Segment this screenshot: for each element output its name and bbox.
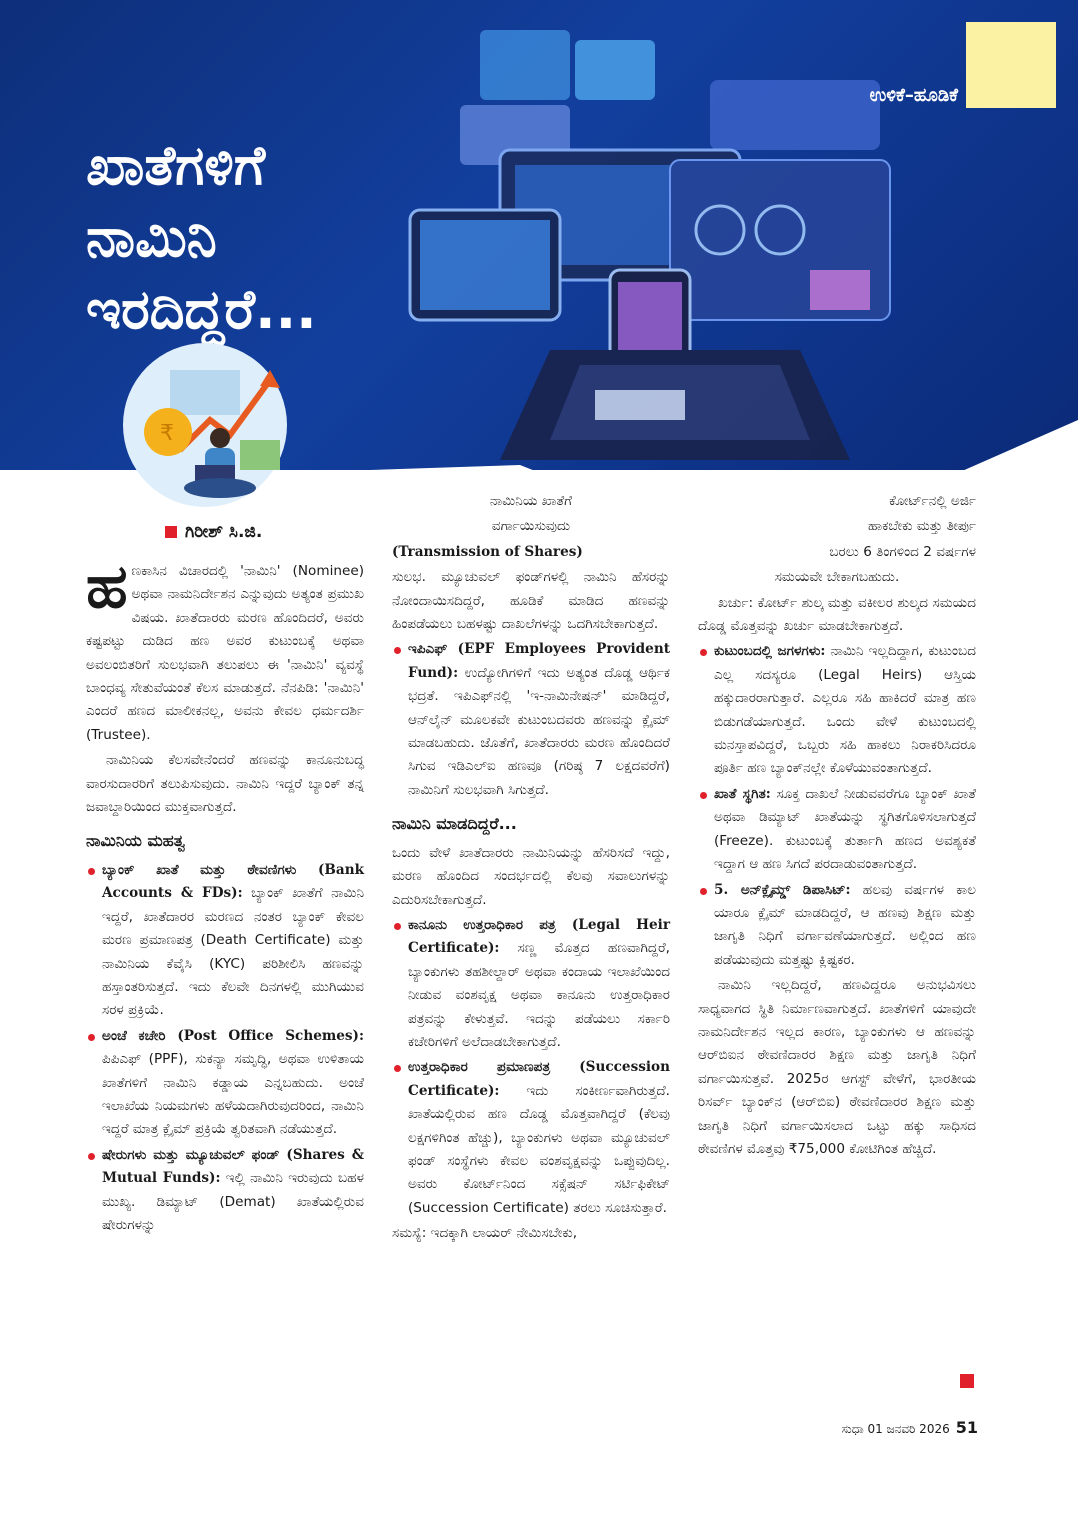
paragraph: ಸಮಸ್ಯೆ: ಇದಕ್ಕಾಗಿ ಲಾಯರ್ ನೇಮಿಸಬೇಕು, [392, 1225, 578, 1242]
bullet-text: ಸಣ್ಣ ಮೊತ್ತದ ಹಣವಾಗಿದ್ದರೆ, ಬ್ಯಾಂಕುಗಳು ತಹಶೀಲ್ದಾರ್ ಅಥವಾ ಕಂದಾಯ ಇಲಾಖೆಯಿಂದ ನೀಡುವ ವಂಶವೃಕ್ಷ ಅಥವಾ ಕಾನೂನು ಉತ್ತರಾಧಿಕಾರ ಪತ್ರವನ್ನು ಕೇಳುತ್ತವೆ. ಇದನ್ನು ಪಡೆಯಲು ಸರ್ಕಾರಿ ಕಚೇರಿಗಳಿಗೆ ಅಲೆದಾಡಬೇಕಾಗುತ್ತದೆ. [408, 940, 670, 1050]
title-line-2: ನಾಮಿನಿ [86, 206, 217, 269]
author-name: ಗಿರೀಶ್ ಸಿ.ಜಿ. [185, 522, 263, 542]
bullet-unclaimed [698, 879, 976, 973]
bullet-title: ಕಾನೂನು ಉತ್ತರಾಧಿಕಾರ ಪತ್ರ (Legal Heir Certificate): [408, 916, 670, 957]
bullet-shares [86, 1144, 364, 1238]
paragraph: ನಾಮಿನಿ ಇಲ್ಲದಿದ್ದರೆ, ಹಣವಿದ್ದರೂ ಅನುಭವಿಸಲು ಸಾಧ್ಯವಾಗದ ಸ್ಥಿತಿ ನಿರ್ಮಾಣವಾಗುತ್ತದೆ. ಖಾತೆಗಳಿಗೆ ಯಾವುದೇ ನಾಮನಿರ್ದೇಶನ ಇಲ್ಲದ ಕಾರಣ, ಬ್ಯಾಂಕುಗಳು ಆ ಹಣವನ್ನು ಆರ್‌ಬಿಐನ ಠೇವಣಿದಾರರ ಶಿಕ್ಷಣ ಮತ್ತು ಜಾಗೃತಿ ನಿಧಿಗೆ ವರ್ಗಾಯಿಸುತ್ತವೆ. 2025ರ ಆಗಸ್ಟ್ ವೇಳೆಗೆ, ಭಾರತೀಯ ರಿಸರ್ವ್ ಬ್ಯಾಂಕ್‌ನ (ಆರ್‌ಬಿಐ) ಠೇವಣಿದಾರರ ಶಿಕ್ಷಣ ಮತ್ತು ಜಾಗೃತಿ ನಿಧಿಗೆ ವರ್ಗಾಯಿಸಲಾದ ಒಟ್ಟು ಹಕ್ಕು ಸಾಧಿಸದ ಠೇವಣಿಗಳ ಮೊತ್ತವು ₹75,000 ಕೋಟಿಗಿಂತ ಹೆಚ್ಚಿದೆ. [698, 977, 976, 1157]
section-tag: ಉಳಿಕೆ–ಹೂಡಿಕೆ [869, 85, 958, 106]
bullet-text: ಪಿಪಿಎಫ್ (PPF), ಸುಕನ್ಯಾ ಸಮೃದ್ಧಿ, ಅಥವಾ ಉಳಿತಾಯ ಖಾತೆಗಳಿಗೆ ನಾಮಿನಿ ಕಡ್ಡಾಯ ಎನ್ನಬಹುದು. ಅಂಚೆ ಇಲಾಖೆಯ ನಿಯಮಗಳು ಹಳೆಯದಾಗಿರುವುದರಿಂದ, ನಾಮಿನಿ ಇದ್ದರೆ ಮಾತ್ರ ಕ್ಲೈಮ್ ಪ್ರಕ್ರಿಯೆ ತ್ವರಿತವಾಗಿ ನಡೆಯುತ್ತದೆ. [102, 1051, 364, 1138]
cont-line: ವರ್ಗಾಯಿಸುವುದು [491, 518, 571, 535]
end-marker [960, 1374, 974, 1388]
bullet-legal-heir [392, 914, 670, 1054]
magazine-issue: ಸುಧಾ 01 ಜನವರಿ 2026 [841, 1422, 950, 1436]
intro-paragraph [86, 552, 364, 747]
cont-line: ಹಾಕಬೇಕು ಮತ್ತು ತೀರ್ಪು [868, 518, 976, 535]
bullet-text: ಬ್ಯಾಂಕ್ ಖಾತೆಗೆ ನಾಮಿನಿ ಇದ್ದರೆ, ಖಾತೆದಾರರ ಮರಣದ ನಂತರ ಬ್ಯಾಂಕ್ ಕೇವಲ ಮರಣ ಪ್ರಮಾಣಪತ್ರ (Death Certificate) ಮತ್ತು ನಾಮಿನಿಯ ಕೆವೈಸಿ (KYC) ಪರಿಶೀಲಿಸಿ ಹಣವನ್ನು ಹಸ್ತಾಂತರಿಸುತ್ತದೆ. ಇದು ಕೆಲವೇ ದಿನಗಳಲ್ಲಿ ಮುಗಿಯುವ ಸರಳ ಪ್ರಕ್ರಿಯೆ. [102, 885, 365, 1019]
title-line-1: ಖಾತೆಗಳಿಗೆ [86, 134, 266, 197]
bullet-epf [392, 638, 670, 802]
byline-marker [165, 526, 177, 538]
column-3 [698, 490, 976, 1163]
byline [165, 522, 262, 542]
column-2 [392, 490, 670, 1248]
bullet-text: ಸೂಕ್ತ ದಾಖಲೆ ನೀಡುವವರೆಗೂ ಬ್ಯಾಂಕ್ ಖಾತೆ ಅಥವಾ ಡಿಮ್ಯಾಟ್ ಖಾತೆಯನ್ನು ಸ್ಥಗಿತಗೊಳಿಸಲಾಗುತ್ತದೆ (Freeze). ಕುಟುಂಬಕ್ಕೆ ತುರ್ತಾಗಿ ಹಣದ ಅವಶ್ಯಕತೆ ಇದ್ದಾಗ ಆ ಹಣ ಸಿಗದೆ ಪರದಾಡುವಂತಾಗುತ್ತದೆ. [714, 785, 976, 873]
bullet-post-office [86, 1025, 364, 1142]
paragraph: ಖರ್ಚು: ಕೋರ್ಟ್ ಶುಲ್ಕ ಮತ್ತು ವಕೀಲರ ಶುಲ್ಕದ ಸಮಯದ ದೊಡ್ಡ ಮೊತ್ತವನ್ನು ಖರ್ಚು ಮಾಡಬೇಕಾಗುತ್ತದೆ. [698, 594, 976, 635]
cont-line: ಸಮಯವೇ ಬೇಕಾಗಬಹುದು. [774, 569, 900, 586]
cont-line: ನಾಮಿನಿಯ ಖಾತೆಗೆ [489, 493, 573, 509]
paragraph: ನಾಮಿನಿಯ ಕೆಲಸವೇನೆಂದರೆ ಹಣವನ್ನು ಕಾನೂನುಬದ್ಧ ವಾರಸುದಾರರಿಗೆ ತಲುಪಿಸುವುದು. ನಾಮಿನಿ ಇದ್ದರೆ ಬ್ಯಾಂಕ್ ತನ್ನ ಜವಾಬ್ದಾರಿಯಿಂದ ಮುಕ್ತವಾಗುತ್ತದೆ. [86, 752, 364, 816]
bullet-text: ಇಲ್ಲಿ ನಾಮಿನಿ ಇರುವುದು ಬಹಳ ಮುಖ್ಯ. ಡಿಮ್ಯಾಟ್ (Demat) ಖಾತೆಯಲ್ಲಿರುವ ಷೇರುಗಳನ್ನು [102, 1170, 364, 1233]
bullet-text: ಇದು ಸಂಕೀರ್ಣವಾಗಿರುತ್ತದೆ. ಖಾತೆಯಲ್ಲಿರುವ ಹಣ ದೊಡ್ಡ ಮೊತ್ತವಾಗಿದ್ದರೆ (ಕೆಲವು ಲಕ್ಷಗಳಿಗಿಂತ ಹೆಚ್ಚು), ಬ್ಯಾಂಕುಗಳು ಅಥವಾ ಮ್ಯೂಚುವಲ್ ಫಂಡ್ ಸಂಸ್ಥೆಗಳು ಕೇವಲ ವಂಶವೃಕ್ಷವನ್ನು ಒಪ್ಪುವುದಿಲ್ಲ. ಅವರು ಕೋರ್ಟ್‌ನಿಂದ ಸಕ್ಸೆಷನ್ ಸರ್ಟಿಫಿಕೇಟ್ (Succession Certificate) ತರಲು ಸೂಚಿಸುತ್ತಾರೆ. [408, 1082, 670, 1216]
page-number: 51 [955, 1418, 978, 1437]
bullet-title: ಬ್ಯಾಂಕ್ ಖಾತೆ ಮತ್ತು ಠೇವಣಿಗಳು (Bank Accounts & FDs): [102, 861, 364, 902]
bullet-title: ಷೇರುಗಳು ಮತ್ತು ಮ್ಯೂಚುವಲ್ ಫಂಡ್ (Shares & Mutual Funds): [102, 1146, 364, 1187]
bullet-text: ನಾಮಿನಿ ಇಲ್ಲದಿದ್ದಾಗ, ಕುಟುಂಬದ ಎಲ್ಲ ಸದಸ್ಯರೂ (Legal Heirs) ಆಸ್ತಿಯ ಹಕ್ಕುದಾರರಾಗುತ್ತಾರೆ. ಎಲ್ಲರೂ ಸಹಿ ಹಾಕಿದರೆ ಮಾತ್ರ ಹಣ ಬಿಡುಗಡೆಯಾಗುತ್ತದೆ. ಒಂದು ವೇಳೆ ಕುಟುಂಬದಲ್ಲಿ ಮನಸ್ತಾಪವಿದ್ದರೆ, ಒಬ್ಬರು ಸಹಿ ಹಾಕಲು ನಿರಾಕರಿಸಿದರೂ ಪೂರ್ತಿ ಹಣ ಬ್ಯಾಂಕ್‌ನಲ್ಲೇ ಕೊಳೆಯುವಂತಾಗುತ್ತದೆ. [714, 643, 976, 777]
section-color-tab [966, 22, 1056, 108]
bullet-succession [392, 1056, 670, 1220]
bullet-family-disputes [698, 640, 976, 780]
bullet-title: ಇಪಿಎಫ್ (EPF Employees Provident Fund): [408, 641, 670, 681]
column-1 [86, 552, 365, 1239]
bullet-text: ಉದ್ಯೋಗಿಗಳಿಗೆ ಇದು ಅತ್ಯಂತ ದೊಡ್ಡ ಆರ್ಥಿಕ ಭದ್ರತೆ. ಇಪಿಎಫ್‌ನಲ್ಲಿ 'ಇ-ನಾಮಿನೇಷನ್' ಮಾಡಿದ್ದರೆ, ಆನ್‌ಲೈನ್ ಮೂಲಕವೇ ಕುಟುಂಬದವರು ಹಣವನ್ನು ಕ್ಲೈಮ್ ಮಾಡಬಹುದು. ಜೊತೆಗೆ, ಖಾತೆದಾರರು ಮರಣ ಹೊಂದಿದರೆ ಸಿಗುವ ಇಡಿಎಲ್ಐ ಹಣವೂ (ಗರಿಷ್ಠ 7 ಲಕ್ಷದವರೆಗೆ) ನಾಮಿನಿಗೆ ಸುಲಭವಾಗಿ ಸಿಗುತ್ತದೆ. [408, 664, 670, 798]
bullet-title: ಕುಟುಂಬದಲ್ಲಿ ಜಗಳಗಳು: [714, 643, 826, 660]
intro-text: ಣಕಾಸಿನ ವಿಚಾರದಲ್ಲಿ 'ನಾಮಿನಿ' (Nominee) ಅಥವಾ ನಾಮನಿರ್ದೇಶನ ಎನ್ನುವುದು ಅತ್ಯಂತ ಪ್ರಮುಖ ವಿಷಯ. ಖಾತೆದಾರರು ಮರಣ ಹೊಂದಿದರೆ, ಅವರು ಕಷ್ಟಪಟ್ಟು ದುಡಿದ ಹಣ ಅವರ ಕುಟುಂಬಕ್ಕೆ ಅಥವಾ ಅವಲಂಬಿತರಿಗೆ ಸುಲಭವಾಗಿ ತಲುಪಲು ಈ 'ನಾಮಿನಿ' ವ್ಯವಸ್ಥೆ ಬಾಂಧವ್ಯ ಸೇತುವೆಯಂತೆ ಕೆಲಸ ಮಾಡುತ್ತದೆ. ನೆನಪಿಡಿ: 'ನಾಮಿನಿ' ಎಂದರೆ ಹಣದ ಮಾಲೀಕನಲ್ಲ, ಅವನು ಕೇವಲ ಧರ್ಮದರ್ಶಿ (Trustee). [86, 563, 364, 743]
heading-no-nominee: ನಾಮಿನಿ ಮಾಡದಿದ್ದರೆ... [392, 814, 517, 834]
page-title [86, 130, 317, 346]
bullet-title: ಉತ್ತರಾಧಿಕಾರ ಪ್ರಮಾಣಪತ್ರ (Succession Certificate): [408, 1059, 670, 1099]
drop-cap: ಹ [86, 552, 128, 622]
bullet-title: ಅಂಚೆ ಕಚೇರಿ (Post Office Schemes): [102, 1027, 364, 1044]
title-line-3: ಇರದಿದ್ದರೆ... [86, 278, 317, 341]
heading-importance: ನಾಮಿನಿಯ ಮಹತ್ವ [86, 831, 186, 851]
svg-text:₹: ₹ [160, 421, 174, 446]
cont-line: (Transmission of Shares) [392, 543, 583, 560]
bullet-account-freeze [698, 783, 976, 877]
paragraph: ಸುಲಭ. ಮ್ಯೂಚುವಲ್ ಫಂಡ್‌ಗಳಲ್ಲಿ ನಾಮಿನಿ ಹೆಸರನ್ನು ನೋಂದಾಯಿಸದಿದ್ದರೆ, ಹೂಡಿಕೆ ಮಾಡಿದ ಹಣವನ್ನು ಹಿಂಪಡೆಯಲು ಬಹಳಷ್ಟು ದಾಖಲೆಗಳನ್ನು ಒದಗಿಸಬೇಕಾಗುತ್ತದೆ. [392, 569, 670, 633]
page-footer [842, 1418, 978, 1437]
bullet-title: ಖಾತೆ ಸ್ಥಗಿತ: [714, 785, 771, 802]
cont-line: ಬರಲು 6 ತಿಂಗಳಿಂದ 2 ವರ್ಷಗಳ [829, 543, 976, 560]
bullet-text: ಹಲವು ವರ್ಷಗಳ ಕಾಲ ಯಾರೂ ಕ್ಲೈಮ್ ಮಾಡದಿದ್ದರೆ, ಆ ಹಣವು ಶಿಕ್ಷಣ ಮತ್ತು ಜಾಗೃತಿ ನಿಧಿಗೆ ವರ್ಗಾವಣೆಯಾಗುತ್ತದೆ. ಅಲ್ಲಿಂದ ಹಣ ಪಡೆಯುವುದು ಮತ್ತಷ್ಟು ಕ್ಲಿಷ್ಟಕರ. [714, 881, 976, 968]
bullet-bank [86, 859, 364, 1023]
cont-line: ಕೋರ್ಟ್‌ನಲ್ಲಿ ಅರ್ಜಿ [889, 493, 976, 509]
paragraph: ಒಂದು ವೇಳೆ ಖಾತೆದಾರರು ನಾಮಿನಿಯನ್ನು ಹೆಸರಿಸದೆ ಇದ್ದು, ಮರಣ ಹೊಂದಿದ ಸಂದರ್ಭದಲ್ಲಿ ಕೆಲವು ಸವಾಲುಗಳನ್ನು ಎದುರಿಸಬೇಕಾಗುತ್ತದೆ. [392, 844, 670, 908]
bullet-title: 5. ಅನ್‌ಕ್ಲೈಮ್ಡ್ ಡಿಪಾಸಿಟ್: [714, 881, 851, 898]
investor-illustration [120, 340, 290, 510]
